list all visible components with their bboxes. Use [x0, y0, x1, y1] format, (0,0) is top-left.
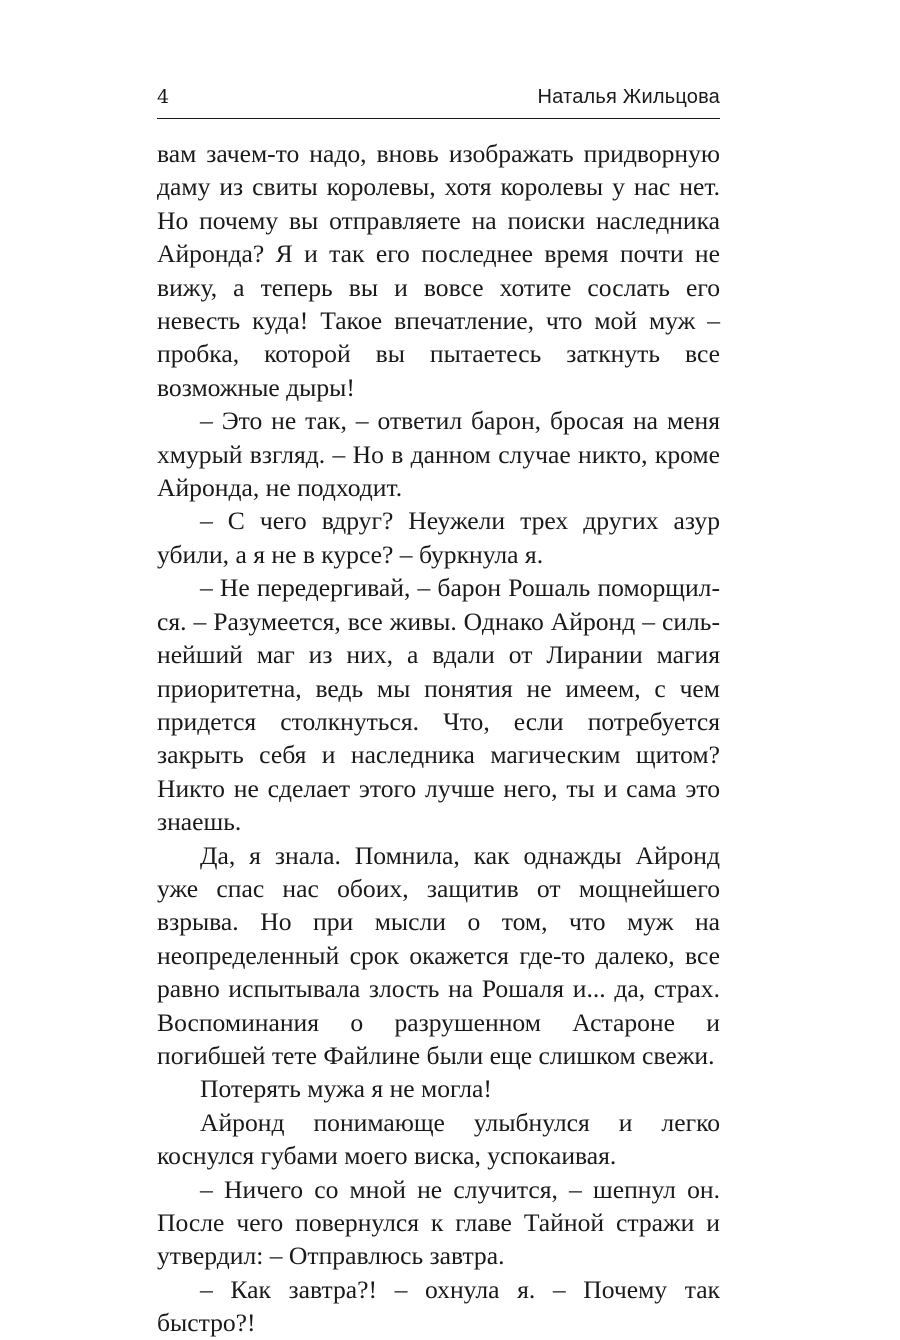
- body-text: [157, 137, 720, 1340]
- paragraph: – С чего вдруг? Неужели трех других азур убили, а я не в курсе? – буркнула я.: [157, 506, 720, 569]
- paragraph: Потерять мужа я не могла!: [200, 1074, 492, 1104]
- paragraph-continuation: вам зачем-то надо, вновь изображать придворную даму из свиты королевы, хотя королевы у нас нет. Но почему вы отправляете на поиски наследника Айронда? Я и так его последнее время почти не вижу, а теперь вы и вовсе хотите сослать его невесть куда! Такое впечатление, что мой муж – пробка, которой вы пытаетесь заткнуть все возможные дыры!: [157, 139, 720, 402]
- paragraph: Да, я знала. Помнила, как однажды Айронд уже спас нас обоих, защитив от мощнейшего взрыва. Но при мысли о том, что муж на неопределенный срок окажется где-то далеко, все равно испытывала злость на Рошаля и... да, страх. Воспоминания о разрушенном Астароне и погибшей тете Файлине были еще слишком свежи.: [157, 840, 720, 1070]
- paragraph: Айронд понимающе улыбнулся и легко коснулся губами моего виска, успокаивая.: [157, 1107, 720, 1171]
- paragraph: – Ничего со мной не случится, – шепнул он. После чего повернулся к главе Тайной стражи и утвердил: – Отправлюсь завтра.: [157, 1174, 720, 1271]
- page-number: 4: [157, 86, 170, 108]
- paragraph: – Это не так, – ответил барон, бросая на меня хмурый взгляд. – Но в данном случае никто, кроме Айронда, не подходит.: [157, 406, 720, 503]
- author-name: Наталья Жильцова: [537, 86, 720, 108]
- running-head: [157, 80, 720, 119]
- paragraph: – Не передергивай, – барон Рошаль поморщился. – Разумеется, все живы. Однако Айронд – сильнейший маг из них, а вдали от Лирании магия приоритетна, ведь мы понятия не имеем, с чем придется столкнуться. Что, если потребуется закрыть себя и наследника магическим щитом? Никто не сделает этого лучше него, ты и сама это знаешь.: [157, 573, 720, 837]
- paragraph: – Как завтра?! – охнула я. – Почему так быстро?!: [157, 1274, 720, 1338]
